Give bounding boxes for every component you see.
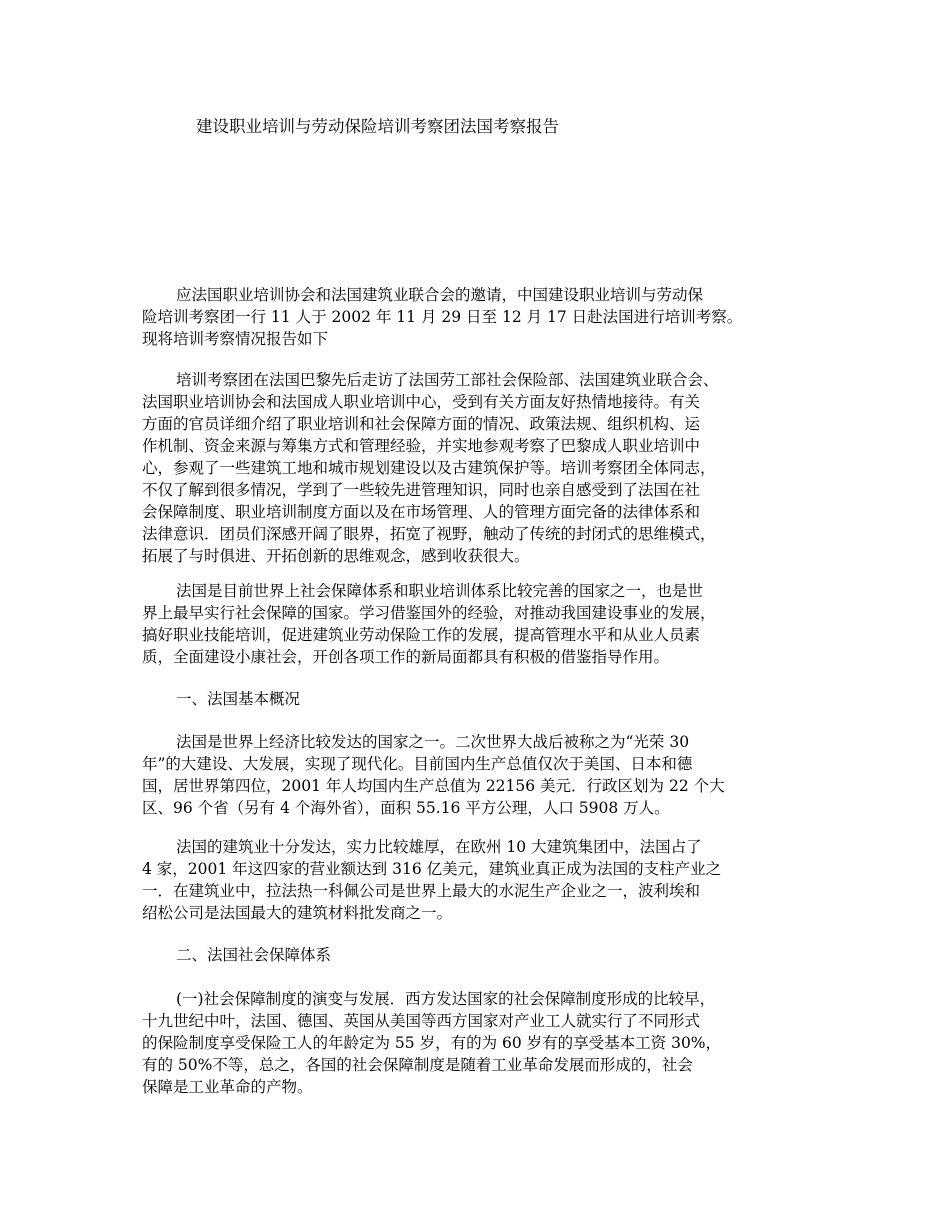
paragraph-line: 现将培训考察情况报告如下 bbox=[142, 330, 329, 348]
paragraph-line: (一)社会保障制度的演变与发展．西方发达国家的社会保障制度形成的比较早， bbox=[176, 990, 716, 1008]
paragraph-line: 4 家，2001 年这四家的营业额达到 316 亿美元，建筑业真正成为法国的支柱产业之 bbox=[142, 860, 722, 878]
paragraph-line: 搞好职业技能培训，促进建筑业劳动保险工作的发展，提高管理水平和从业人员素 bbox=[142, 626, 701, 644]
paragraph-line: 培训考察团在法国巴黎先后走访了法国劳工部社会保险部、法国建筑业联合会、 bbox=[176, 371, 719, 389]
paragraph-line: 法国是世界上经济比较发达的国家之一。二次世界大战后被称之为“光荣 30 bbox=[176, 733, 690, 751]
paragraph-line: 法律意识．团员们深感开阔了眼界，拓宽了视野，触动了传统的封闭式的思维模式， bbox=[142, 525, 716, 543]
paragraph-line: 有的 50%不等，总之，各国的社会保障制度是随着工业革命发展而形成的，社会 bbox=[142, 1056, 693, 1074]
paragraph-line: 拓展了与时俱进、开拓创新的思维观念，感到收获很大。 bbox=[142, 547, 530, 565]
paragraph-construction bbox=[142, 836, 832, 924]
paragraph-line: 界上最早实行社会保障的国家。学习借鉴国外的经验，对推动我国建设事业的发展， bbox=[142, 604, 716, 622]
paragraph-line: 不仅了解到很多情况，学到了一些较先进管理知识，同时也亲自感受到了法国在社 bbox=[142, 481, 701, 499]
paragraph-line: 会保障制度、职业培训制度方面以及在市场管理、人的管理方面完备的法律体系和 bbox=[142, 503, 701, 521]
paragraph-line: 保障是工业革命的产物。 bbox=[142, 1078, 313, 1096]
paragraph-line: 区、96 个省（另有 4 个海外省），面积 55.16 平方公理，人口 5908 万人。 bbox=[142, 799, 670, 817]
section-heading-social-security: 二、法国社会保障体系 bbox=[176, 946, 332, 964]
paragraph-line: 法国职业培训协会和法国成人职业培训中心，受到有关方面友好热情地接待。有关 bbox=[142, 393, 701, 411]
paragraph-intro bbox=[142, 284, 832, 350]
paragraph-significance bbox=[142, 580, 832, 668]
paragraph-line: 的保险制度享受保险工人的年龄定为 55 岁，有的为 60 岁有的享受基本工资 30%， bbox=[142, 1034, 722, 1052]
paragraph-line: 年”的大建设、大发展，实现了现代化。目前国内生产总值仅次于美国、日本和德 bbox=[142, 755, 693, 773]
paragraph-line: 心，参观了一些建筑工地和城市规划建设以及古建筑保护等。培训考察团全体同志， bbox=[142, 459, 716, 477]
document-title: 建设职业培训与劳动保险培训考察团法国考察报告 bbox=[196, 117, 559, 136]
paragraph-line: 一．在建筑业中，拉法热一科佩公司是世界上最大的水泥生产企业之一，波利埃和 bbox=[142, 882, 701, 900]
paragraph-line: 险培训考察团一行 11 人于 2002 年 11 月 29 日至 12 月 17 日赴法国进行培训考察。 bbox=[142, 308, 743, 326]
paragraph-social-security-history bbox=[142, 988, 832, 1098]
paragraph-economy bbox=[142, 731, 832, 819]
paragraph-line: 作机制、资金来源与筹集方式和管理经验，并实地参观考察了巴黎成人职业培训中 bbox=[142, 437, 701, 455]
paragraph-line: 质，全面建设小康社会，开创各项工作的新局面都具有积极的借鉴指导作用。 bbox=[142, 648, 670, 666]
paragraph-line: 方面的官员详细介绍了职业培训和社会保障方面的情况、政策法规、组织机构、运 bbox=[142, 415, 701, 433]
paragraph-visit bbox=[142, 369, 832, 567]
paragraph-line: 绍松公司是法国最大的建筑材料批发商之一。 bbox=[142, 904, 453, 922]
paragraph-line: 十九世纪中叶，法国、德国、英国从美国等西方国家对产业工人就实行了不同形式 bbox=[142, 1012, 701, 1030]
section-heading-overview: 一、法国基本概况 bbox=[176, 690, 301, 708]
paragraph-line: 法国的建筑业十分发达，实力比较雄厚，在欧州 10 大建筑集团中，法国占了 bbox=[176, 838, 702, 856]
paragraph-line: 法国是目前世界上社会保障体系和职业培训体系比较完善的国家之一，也是世 bbox=[176, 582, 704, 600]
paragraph-line: 国，居世界第四位，2001 年人均国内生产总值为 22156 美元．行政区划为 22 个大 bbox=[142, 777, 725, 795]
paragraph-line: 应法国职业培训协会和法国建筑业联合会的邀请，中国建设职业培训与劳动保 bbox=[176, 286, 704, 304]
